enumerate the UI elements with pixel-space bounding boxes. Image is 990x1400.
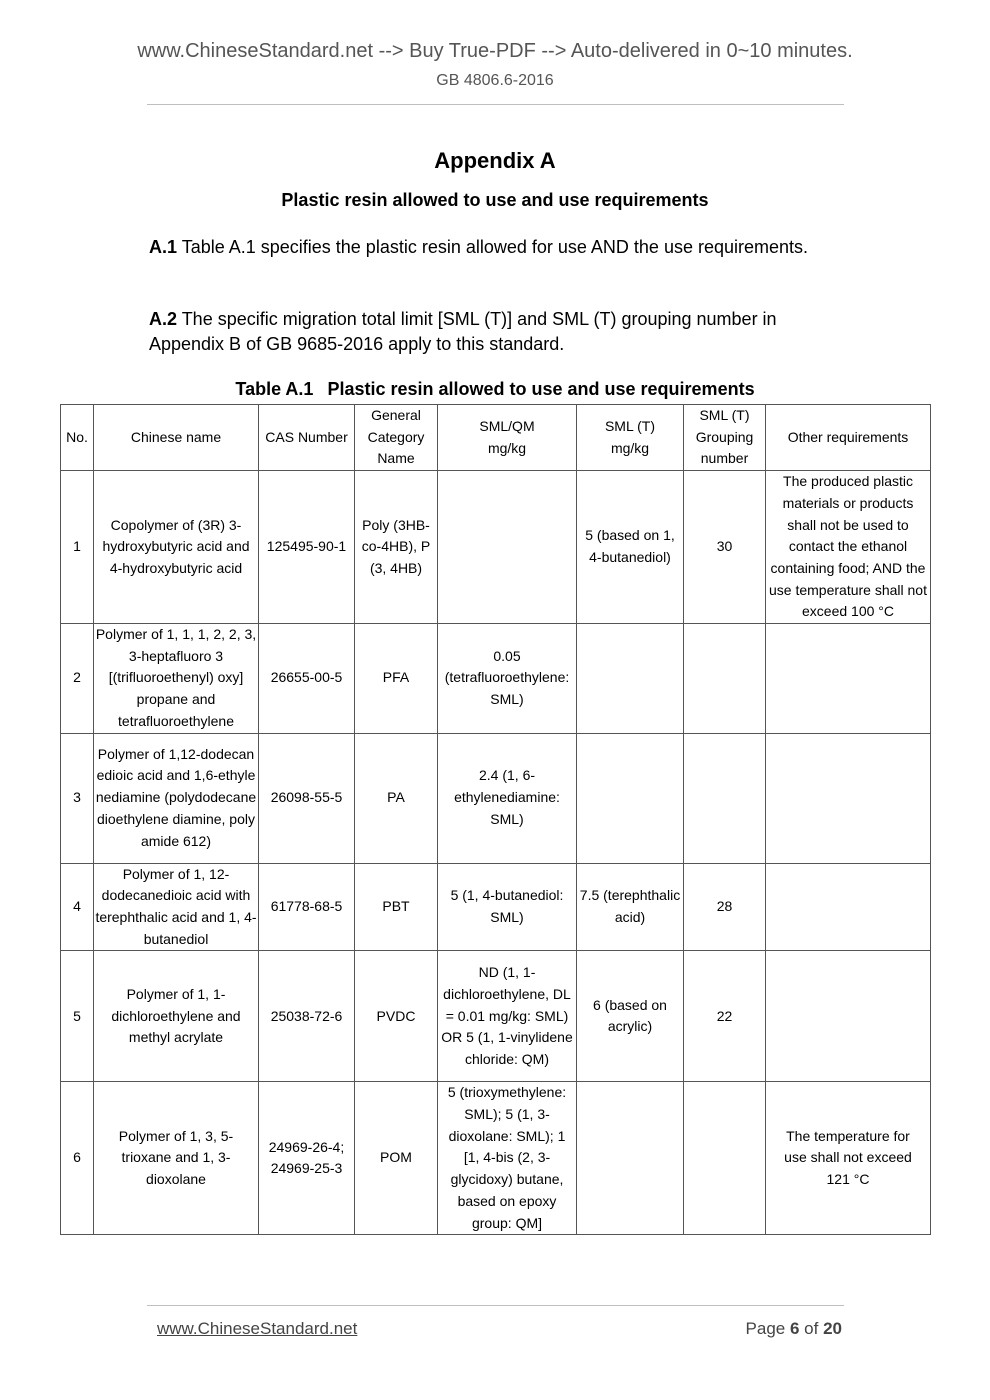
cell-sml-t [577,624,684,734]
table-row [61,624,931,734]
cell-sml-qm: 5 (trioxymethylene: SML); 5 (1, 3-dioxolane: SML); 1 [1, 4-bis (2, 3-glycidoxy) butane, based on epoxy group: QM] [438,1082,577,1235]
cell-sml-qm [438,471,577,624]
cell-no: 4 [61,863,94,951]
header-sml-qm: SML/QM mg/kg [438,405,577,471]
footer-divider [147,1305,844,1306]
cell-group: 30 [684,471,766,624]
cell-other [766,951,931,1082]
resin-table [60,404,931,1235]
table-row [61,863,931,951]
cell-no: 1 [61,471,94,624]
cell-sml-t [577,733,684,863]
table-row [61,471,931,624]
table-row [61,951,931,1082]
page-mid: of [799,1319,824,1338]
header-divider [147,104,844,105]
page-prefix: Page [745,1319,790,1338]
cell-sml-qm: 0.05 (tetrafluoroethylene: SML) [438,624,577,734]
cell-group [684,733,766,863]
cell-cas: 24969-26-4; 24969-25-3 [259,1082,355,1235]
header-sml-t: SML (T) mg/kg [577,405,684,471]
cell-category: PFA [355,624,438,734]
cell-group: 22 [684,951,766,1082]
table-caption [0,379,990,400]
appendix-title: Appendix A [434,148,556,173]
cell-sml-qm: ND (1, 1-dichloroethylene, DL = 0.01 mg/kg: SML) OR 5 (1, 1-vinylidene chloride: QM) [438,951,577,1082]
cell-group [684,1082,766,1235]
table-header-row [61,405,931,471]
page-indicator [746,1319,842,1339]
cell-name: Polymer of 1, 12-dodecanedioic acid with terephthalic acid and 1, 4-butanediol [94,863,259,951]
page-total: 20 [823,1319,842,1338]
cell-category: POM [355,1082,438,1235]
header-other: Other requirements [766,405,931,471]
table-row [61,1082,931,1235]
cell-other [766,863,931,951]
header-cas-number: CAS Number [259,405,355,471]
table-caption-label: Table A.1 [235,379,314,399]
cell-no: 3 [61,733,94,863]
cell-other: The temperature for use shall not exceed 121 °C [766,1082,931,1235]
cell-other [766,624,931,734]
cell-category: PVDC [355,951,438,1082]
cell-category: PA [355,733,438,863]
appendix-subtitle: Plastic resin allowed to use and use requirements [281,190,709,210]
page-current: 6 [789,1319,800,1338]
cell-group: 28 [684,863,766,951]
paragraph-label: A.1 [149,237,178,257]
cell-other: The produced plastic materials or products shall not be used to contact the ethanol containing food; AND the use temperature shall not exceed 100 °C [766,471,931,624]
cell-name: Polymer of 1, 1, 1, 2, 2, 3, 3-heptafluoro 3 [(trifluoroethenyl) oxy] propane and tetrafluoroethylene [94,624,259,734]
paragraph-text: The specific migration total limit [SML (T)] and SML (T) grouping number in Appendix B of GB 9685-2016 apply to this standard. [149,309,777,354]
cell-sml-t [577,1082,684,1235]
table-caption-text: Plastic resin allowed to use and use requirements [327,379,755,399]
cell-name: Polymer of 1, 3, 5-trioxane and 1, 3-dioxolane [94,1082,259,1235]
cell-sml-t: 7.5 (terephthalic acid) [577,863,684,951]
header-banner: www.ChineseStandard.net --> Buy True-PDF --> Auto-delivered in 0~10 minutes. [137,40,853,62]
cell-cas: 125495-90-1 [259,471,355,624]
header-category: General Category Name [355,405,438,471]
standard-code: GB 4806.6-2016 [436,72,554,89]
table-row [61,733,931,863]
cell-no: 6 [61,1082,94,1235]
cell-category: PBT [355,863,438,951]
cell-group [684,624,766,734]
cell-other [766,733,931,863]
cell-cas: 25038-72-6 [259,951,355,1082]
header-grouping: SML (T) Grouping number [684,405,766,471]
cell-name: Copolymer of (3R) 3-hydroxybutyric acid and 4-hydroxybutyric acid [94,471,259,624]
cell-no: 5 [61,951,94,1082]
paragraph-label: A.2 [149,309,178,329]
cell-name: Polymer of 1, 1-dichloroethylene and methyl acrylate [94,951,259,1082]
header-chinese-name: Chinese name [94,405,259,471]
header-no: No. [61,405,94,471]
cell-sml-qm: 2.4 (1, 6-ethylenediamine: SML) [438,733,577,863]
cell-name: Polymer of 1,12-dodecanedioic acid and 1,6-ethylenediamine (polydodecanedioethylene diamine, polyamide 612) [94,733,259,863]
cell-cas: 61778-68-5 [259,863,355,951]
cell-category: Poly (3HB-co-4HB), P (3, 4HB) [355,471,438,624]
cell-sml-qm: 5 (1, 4-butanediol: SML) [438,863,577,951]
cell-sml-t: 6 (based on acrylic) [577,951,684,1082]
cell-no: 2 [61,624,94,734]
cell-cas: 26098-55-5 [259,733,355,863]
footer-website-link[interactable]: www.ChineseStandard.net [157,1319,358,1338]
paragraph-a1 [149,235,840,260]
paragraph-a2 [149,307,840,357]
cell-cas: 26655-00-5 [259,624,355,734]
paragraph-text: Table A.1 specifies the plastic resin allowed for use AND the use requirements. [177,237,809,257]
cell-sml-t: 5 (based on 1, 4-butanediol) [577,471,684,624]
